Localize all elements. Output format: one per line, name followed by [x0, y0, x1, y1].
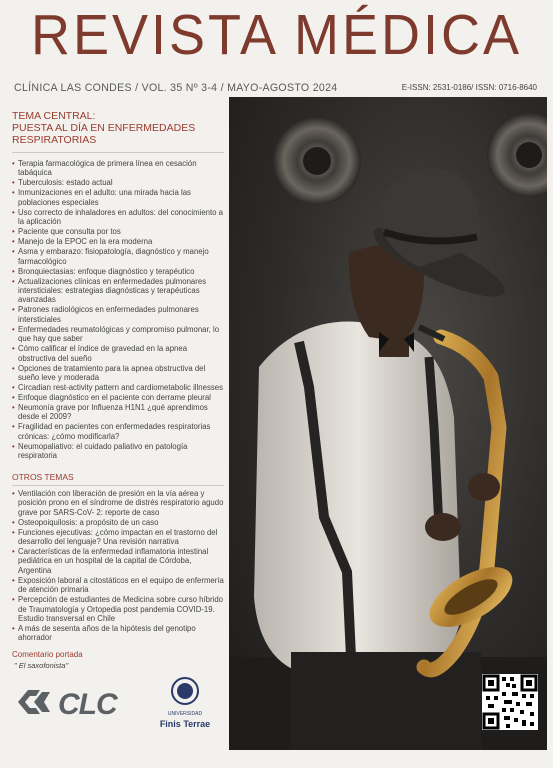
list-item: • Manejo de la EPOC en la era moderna [12, 237, 224, 246]
hand-lower [425, 513, 461, 541]
list-item: • Circadian rest-activity pattern and cardiometabolic illnesses [12, 383, 224, 392]
list-item: • Funciones ejecutivas: ¿cómo impactan en el trastorno del desarrollo del lenguaje? Una revisión narrativa [12, 528, 224, 547]
clc-logo-text: CLC [58, 688, 117, 721]
cover-comment-text: " El saxofonista" [14, 660, 69, 670]
list-item: • A más de sesenta años de la hipótesis del genotipo ahorrador [12, 624, 224, 643]
trousers [291, 652, 481, 750]
journal-title: REVISTA MÉDICA [30, 3, 523, 67]
list-item: • Actualizaciones clínicas en enfermedades pulmonares intersticiales: estrategias diagnósticas y terapéuticas avanzadas [12, 277, 224, 305]
central-theme-title-line-2: RESPIRATORIAS [12, 134, 97, 146]
finis-terrae-name: Finis Terrae [159, 719, 211, 729]
list-item: • Inmunizaciones en el adulto: una mirada hacia las poblaciones especiales [12, 188, 224, 207]
finis-university-label: UNIVERSIDAD [167, 711, 203, 717]
list-item: • Tuberculosis: estado actual [12, 178, 224, 187]
list-item: • Opciones de tratamiento para la apnea obstructiva del sueño leve y moderada [12, 364, 224, 383]
list-item: • Neumonía grave por Influenza H1N1 ¿qué aprendimos desde el 2009? [12, 403, 224, 422]
contents-column [12, 110, 224, 670]
issn-label: E-ISSN: 2531-0186/ ISSN: 0716-8640 [401, 83, 537, 92]
qr-code [482, 674, 538, 730]
saxophonist-illustration [229, 97, 547, 750]
central-theme-list [12, 159, 224, 461]
list-item: • Percepción de estudiantes de Medicina sobre curso híbrido de Traumatología y Ortopedia post pandemia COVID-19. Estudio transversal en Chile [12, 595, 224, 623]
journal-subtitle: CLÍNICA LAS CONDES / VOL. 35 Nº 3-4 / MAYO-AGOSTO 2024 [14, 82, 338, 94]
sponsor-logos [14, 676, 226, 736]
list-item: • Osteopoiquilosis: a propósito de un caso [12, 518, 224, 527]
other-topics-list [12, 489, 224, 643]
central-theme-title-line-1: PUESTA AL DÍA EN ENFERMEDADES [12, 122, 196, 134]
hand-upper [468, 473, 500, 501]
list-item: • Patrones radiológicos en enfermedades pulmonares intersticiales [12, 305, 224, 324]
university-seal-icon [170, 676, 200, 706]
clc-logo-icon [14, 684, 54, 722]
list-item: • Bronquiectasias: enfoque diagnóstico y terapéutico [12, 267, 224, 276]
list-item: • Enfermedades reumatológicas y compromiso pulmonar, lo que hay que saber [12, 325, 224, 344]
cover-photo-saxophonist [229, 97, 547, 750]
qr-code-graphic [482, 674, 538, 730]
lamp-center [303, 147, 331, 175]
lamp-center [516, 142, 542, 168]
list-item: • Paciente que consulta por tos [12, 227, 224, 236]
other-topics-title: OTROS TEMAS [12, 471, 74, 482]
list-item: • Neumopaliativo: el cuidado paliativo en patología respiratoria [12, 442, 224, 461]
central-theme-label: TEMA CENTRAL: [12, 110, 96, 122]
list-item: • Ventilación con liberación de presión en la vía aérea y posición prono en el síndrome de distrés respiratorio agudo grave por SARS-CoV- 2: reporte de caso [12, 489, 224, 517]
list-item: • Exposición laboral a citostáticos en el equipo de enfermería de atención primaria [12, 576, 224, 595]
cover-comment-title: Comentario portada [12, 649, 83, 659]
list-item: • Características de la enfermedad inflamatoria intestinal pediátrica en un hospital de la capital de Córdoba, Argentina [12, 547, 224, 575]
list-item: • Asma y embarazo: fisiopatología, diagnóstico y manejo farmacológico [12, 247, 224, 266]
list-item: • Uso correcto de inhaladores en adultos: del conocimiento a la aplicación [12, 208, 224, 227]
list-item: • Terapia farmacológica de primera línea en cesación tabáquica [12, 159, 224, 178]
list-item: • Enfoque diagnóstico en el paciente con derrame pleural [12, 393, 224, 402]
list-item: • Fragilidad en pacientes con enfermedades respiratorias crónicas: ¿cómo modificarla? [12, 422, 224, 441]
finis-terrae-logo [150, 676, 220, 729]
divider [12, 485, 224, 486]
list-item: • Cómo calificar el índice de gravedad en la apnea obstructiva del sueño [12, 344, 224, 363]
divider [12, 152, 224, 153]
